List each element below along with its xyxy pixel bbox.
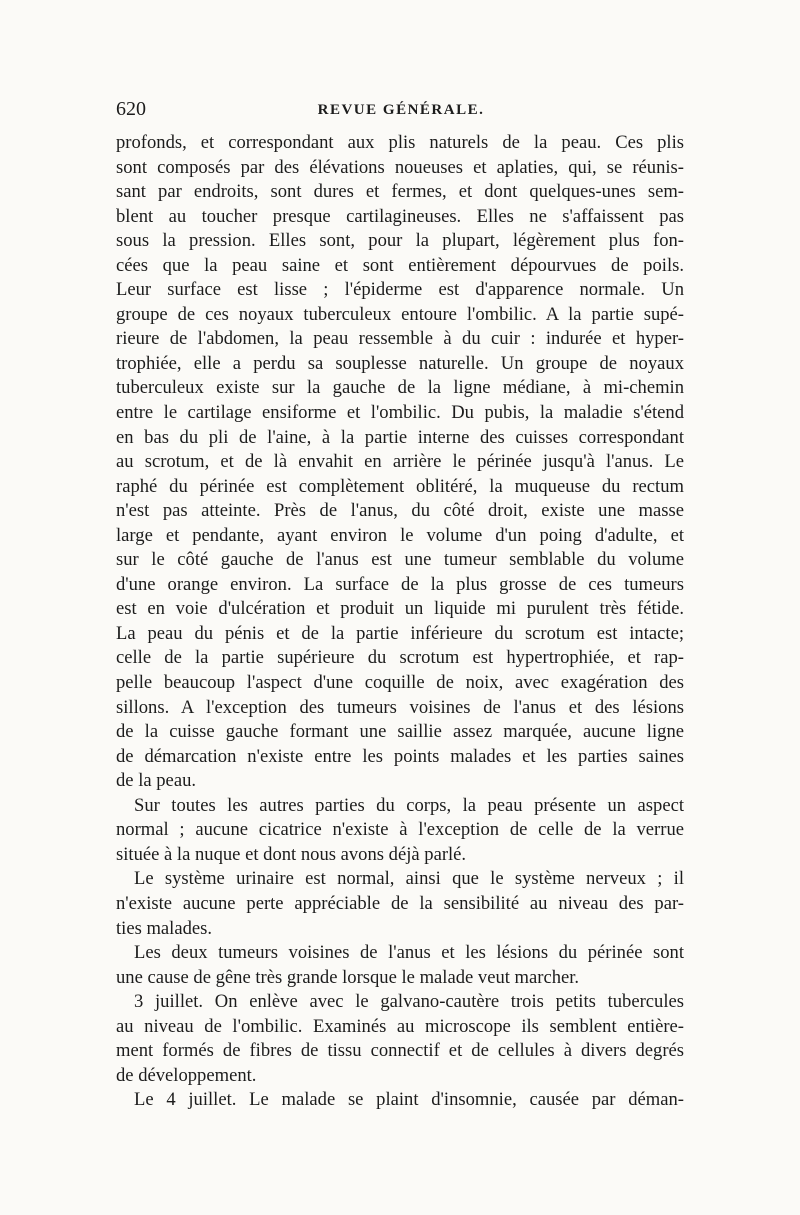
paragraph-start-line: Le système urinaire est normal, ainsi que le système nerveux ; il (134, 868, 684, 890)
text-line: au scrotum, et de là envahit en arrière le périnée jusqu'à l'anus. Le (116, 451, 684, 473)
text-line: n'existe aucune perte appréciable de la sensibilité au niveau des par- (116, 892, 684, 914)
text-line: tuberculeux existe sur la gauche de la ligne médiane, à mi-chemin (116, 377, 684, 399)
paragraph-end-line: ties malades. (116, 917, 213, 939)
text-line: au niveau de l'ombilic. Examinés au microscope ils semblent entière- (116, 1015, 684, 1037)
paragraph-end-line: située à la nuque et dont nous avons déjà parlé. (116, 843, 467, 865)
text-line: d'une orange environ. La surface de la plus grosse de ces tumeurs (116, 573, 684, 595)
page-number: 620 (116, 98, 146, 120)
paragraph-end-line: de développement. (116, 1064, 257, 1086)
text-line: blent au toucher presque cartilagineuses. Elles ne s'affaissent pas (116, 205, 684, 227)
text-line: profonds, et correspondant aux plis naturels de la peau. Ces plis (116, 132, 684, 153)
text-line: Leur surface est lisse ; l'épiderme est d'apparence normale. Un (116, 279, 684, 301)
paragraph-end-line: une cause de gêne très grande lorsque le malade veut marcher. (116, 966, 580, 988)
body-text (116, 131, 684, 1113)
text-line: celle de la partie supérieure du scrotum est hypertrophiée, et rap- (116, 647, 684, 669)
text-line: raphé du périnée est complètement oblitéré, la muqueuse du rectum (116, 475, 684, 497)
text-line: rieure de l'abdomen, la peau ressemble à du cuir : indurée et hyper- (116, 328, 684, 350)
text-line: sillons. A l'exception des tumeurs voisines de l'anus et des lésions (116, 696, 684, 718)
paragraph-start-line: Les deux tumeurs voisines de l'anus et les lésions du périnée sont (134, 942, 684, 964)
text-line: cées que la peau saine et sont entièrement dépourvues de poils. (116, 254, 684, 276)
paragraph-start-line: Sur toutes les autres parties du corps, la peau présente un aspect (134, 794, 684, 816)
text-line: sant par endroits, sont dures et fermes, et dont quelques-unes sem- (116, 181, 684, 203)
paragraph-start-line: 3 juillet. On enlève avec le galvano-cautère trois petits tubercules (134, 991, 684, 1013)
text-line: de démarcation n'existe entre les points malades et les parties saines (116, 745, 684, 767)
text-line: en bas du pli de l'aine, à la partie interne des cuisses correspondant (116, 426, 684, 448)
text-line: est en voie d'ulcération et produit un liquide mi purulent très fétide. (116, 598, 684, 620)
text-line: groupe de ces noyaux tuberculeux entoure l'ombilic. A la partie supé- (116, 303, 684, 325)
text-line: trophiée, elle a perdu sa souplesse naturelle. Un groupe de noyaux (116, 352, 684, 374)
text-line: normal ; aucune cicatrice n'existe à l'exception de celle de la verrue (116, 819, 684, 841)
page-header (116, 98, 686, 124)
text-line: La peau du pénis et de la partie inférieure du scrotum est intacte; (116, 622, 684, 644)
running-title: REVUE GÉNÉRALE. (317, 102, 485, 118)
text-line: sur le côté gauche de l'anus est une tumeur semblable du volume (116, 549, 684, 571)
text-line: entre le cartilage ensiforme et l'ombilic. Du pubis, la maladie s'étend (116, 402, 684, 424)
text-line: large et pendante, ayant environ le volume d'un poing d'adulte, et (116, 524, 684, 546)
text-line: pelle beaucoup l'aspect d'une coquille de noix, avec exagération des (116, 672, 684, 694)
text-line: n'est pas atteinte. Près de l'anus, du côté droit, existe une masse (116, 500, 684, 522)
text-line: de la cuisse gauche formant une saillie assez marquée, aucune ligne (116, 721, 684, 743)
text-line: sous la pression. Elles sont, pour la plupart, légèrement plus fon- (116, 230, 684, 252)
paragraph-start-line: Le 4 juillet. Le malade se plaint d'insomnie, causée par déman- (134, 1089, 684, 1111)
text-line: ment formés de fibres de tissu connectif et de cellules à divers degrés (116, 1040, 684, 1062)
paragraph-end-line: de la peau. (116, 770, 197, 792)
text-line: sont composés par des élévations noueuses et aplaties, qui, se réunis- (116, 156, 684, 178)
